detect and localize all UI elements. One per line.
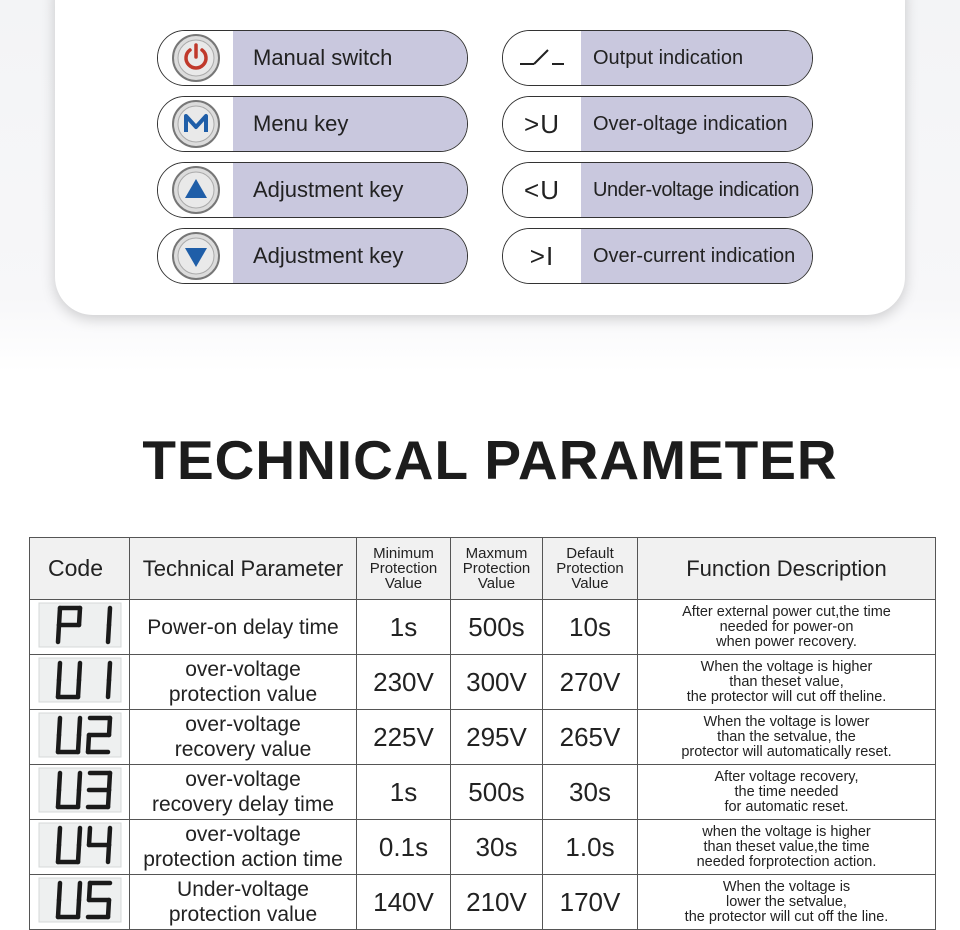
lcd-code-display [38, 657, 122, 703]
description-cell [638, 710, 936, 765]
description-line: When the voltage is lower [703, 713, 870, 730]
parameter-line: protection action time [143, 848, 343, 871]
legend-label: Adjustment key [233, 229, 467, 283]
legend-under-voltage [502, 162, 813, 218]
description-line: When the voltage is higher [700, 658, 873, 675]
table-row [30, 765, 936, 820]
under-voltage-symbol: <U [503, 163, 581, 217]
legend-label: Menu key [233, 97, 467, 151]
legend-label: Manual switch [233, 31, 467, 85]
header-function-description: Function Description [638, 538, 936, 600]
switch-contact-icon [503, 31, 581, 85]
default-value-cell: 30s [543, 765, 638, 820]
code-cell [30, 875, 130, 930]
header-technical-parameter: Technical Parameter [130, 538, 357, 600]
parameter-line: over-voltage [185, 713, 301, 736]
header-code: Code [30, 538, 130, 600]
legend-menu-key [157, 96, 468, 152]
min-value-cell: 230V [357, 655, 451, 710]
description-line: the protector will cut off the line. [684, 908, 889, 925]
code-cell [30, 820, 130, 875]
description-line: than theset value, [729, 673, 844, 690]
description-line: After external power cut,the time [682, 603, 891, 620]
parameter-cell [130, 875, 357, 930]
lcd-code-display [38, 602, 122, 648]
code-cell [30, 600, 130, 655]
legend-adjust-up [157, 162, 468, 218]
parameter-line: Under-voltage [177, 878, 309, 901]
description-line: when power recovery. [716, 633, 857, 650]
description-line: for automatic reset. [724, 798, 849, 815]
parameter-line: recovery delay time [151, 793, 335, 816]
default-value-cell: 10s [543, 600, 638, 655]
table-row [30, 710, 936, 765]
legend-label: Output indication [581, 31, 812, 85]
legend-label: Adjustment key [233, 163, 467, 217]
code-cell [30, 765, 130, 820]
parameter-cell [130, 765, 357, 820]
default-value-cell: 265V [543, 710, 638, 765]
description-line: than theset value,the time [703, 838, 870, 855]
default-value-cell: 270V [543, 655, 638, 710]
description-cell [638, 655, 936, 710]
description-line: When the voltage is [722, 878, 851, 895]
min-value-cell: 140V [357, 875, 451, 930]
description-cell [638, 875, 936, 930]
default-value-cell: 1.0s [543, 820, 638, 875]
parameter-line: recovery value [174, 738, 312, 761]
description-line: needed forprotection action. [696, 853, 877, 870]
lcd-code-display [38, 767, 122, 813]
max-value-cell: 30s [451, 820, 543, 875]
header-minimum: Minimum Protection Value [357, 538, 451, 600]
legend-label: Over-current indication [581, 229, 812, 283]
up-arrow-icon [158, 163, 233, 217]
power-icon [158, 31, 233, 85]
max-value-cell: 300V [451, 655, 543, 710]
description-cell [638, 820, 936, 875]
down-arrow-icon [158, 229, 233, 283]
description-line: protector will automatically reset. [681, 743, 892, 760]
table-row [30, 820, 936, 875]
over-voltage-symbol: >U [503, 97, 581, 151]
over-current-symbol: >I [503, 229, 581, 283]
table-row [30, 875, 936, 930]
min-value-cell: 1s [357, 765, 451, 820]
max-value-cell: 295V [451, 710, 543, 765]
description-line: than the setvalue, the [717, 728, 856, 745]
code-cell [30, 710, 130, 765]
default-value-cell: 170V [543, 875, 638, 930]
parameter-cell [130, 655, 357, 710]
key-legend-panel [55, 0, 905, 315]
description-line: the protector will cut off theline. [686, 688, 887, 705]
lcd-code-display [38, 712, 122, 758]
legend-label: Under-voltage indication [581, 163, 812, 217]
parameter-line: over-voltage [185, 658, 301, 681]
legend-output-indication [502, 30, 813, 86]
min-value-cell: 0.1s [357, 820, 451, 875]
header-default: Default Protection Value [543, 538, 638, 600]
description-cell [638, 765, 936, 820]
description-line: the time needed [734, 783, 839, 800]
lcd-code-display [38, 877, 122, 923]
parameter-cell [130, 820, 357, 875]
description-line: when the voltage is higher [702, 823, 871, 840]
max-value-cell: 210V [451, 875, 543, 930]
description-line: needed for power-on [719, 618, 854, 635]
description-cell [638, 600, 936, 655]
parameter-line: protection value [168, 683, 318, 706]
lcd-code-display [38, 822, 122, 868]
parameter-line: protection value [168, 903, 318, 926]
parameter-cell [130, 600, 357, 655]
legend-adjust-down [157, 228, 468, 284]
min-value-cell: 1s [357, 600, 451, 655]
header-maximum: Maxmum Protection Value [451, 538, 543, 600]
table-header-row [30, 538, 936, 600]
code-cell [30, 655, 130, 710]
legend-over-voltage [502, 96, 813, 152]
menu-m-icon [158, 97, 233, 151]
description-line: After voltage recovery, [714, 768, 859, 785]
legend-label: Over-oltage indication [581, 97, 812, 151]
page-title: TECHNICAL PARAMETER [142, 429, 838, 491]
parameter-line: over-voltage [185, 768, 301, 791]
parameter-table [29, 537, 936, 930]
table-row [30, 655, 936, 710]
description-line: lower the setvalue, [726, 893, 847, 910]
min-value-cell: 225V [357, 710, 451, 765]
legend-manual-switch [157, 30, 468, 86]
parameter-cell [130, 710, 357, 765]
legend-over-current [502, 228, 813, 284]
parameter-line: Power-on delay time [147, 615, 339, 639]
parameter-line: over-voltage [185, 823, 301, 846]
max-value-cell: 500s [451, 765, 543, 820]
table-row [30, 600, 936, 655]
max-value-cell: 500s [451, 600, 543, 655]
